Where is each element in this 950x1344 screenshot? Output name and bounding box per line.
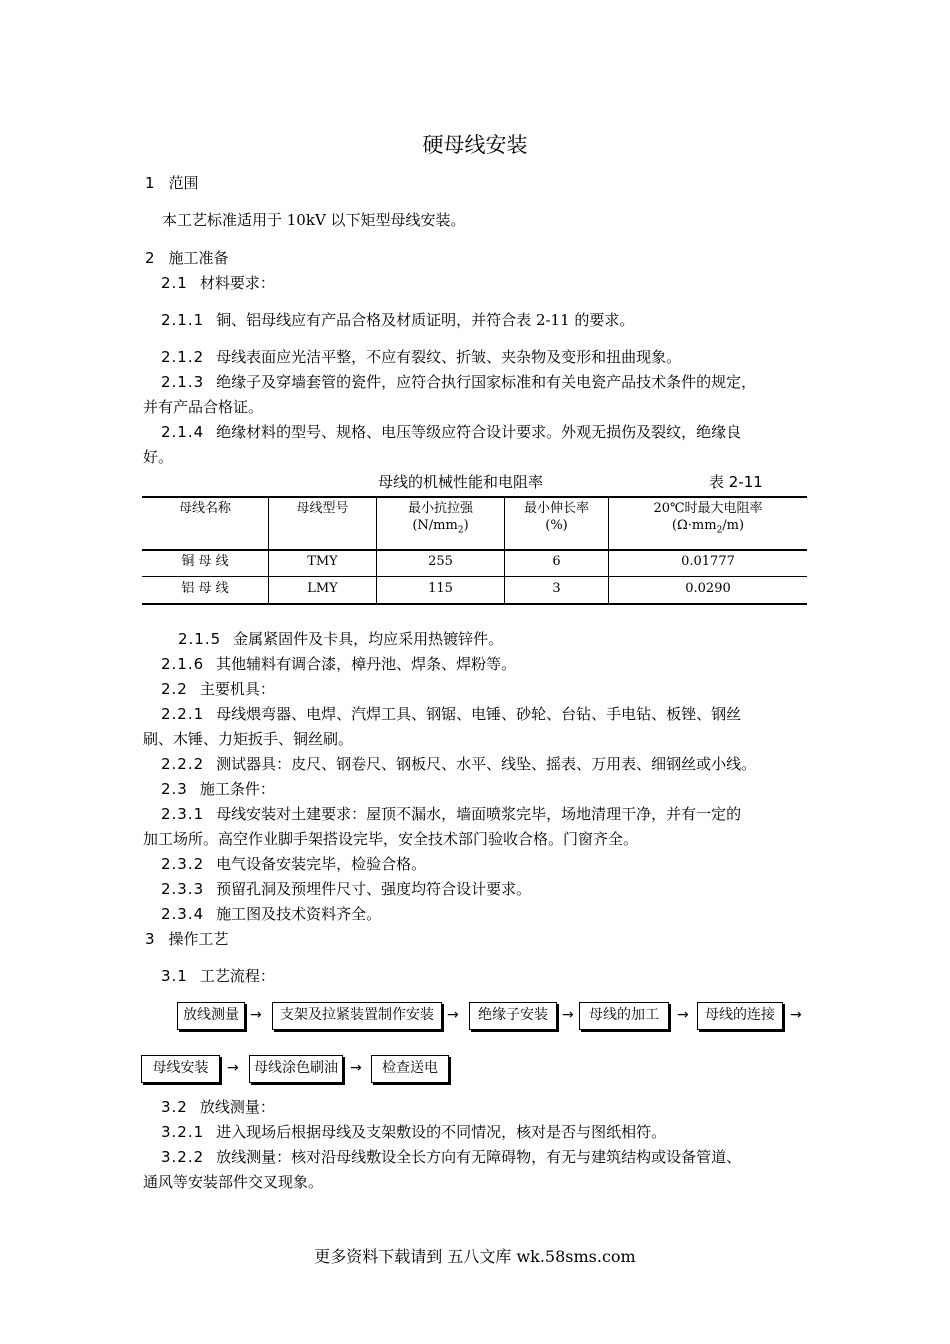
clause-text: 绝缘材料的型号、规格、电压等级应符合设计要求。外观无损伤及裂纹，绝缘良: [216, 423, 742, 441]
clause-2-2-2: [161, 754, 756, 774]
section-number: 3: [145, 930, 155, 948]
table-header-rule: [142, 549, 807, 551]
clause-number: 2.3.1: [161, 805, 205, 823]
clause-2-3-2: [161, 854, 426, 874]
section-3-heading: [145, 929, 229, 949]
table-header-cell: 母线型号: [296, 501, 349, 516]
table-header-cell: 母线名称: [178, 501, 231, 516]
clause-number: 2.2.1: [161, 705, 205, 723]
table-bottom-rule: [142, 603, 807, 605]
table-top-rule: [142, 496, 807, 498]
clause-3-2-2-cont: 通风等安装部件交叉现象。: [143, 1173, 324, 1191]
flow-step: 母线涂色刷油: [249, 1055, 343, 1083]
clause-number: 3.2.1: [161, 1123, 205, 1141]
clause-number: 3.1: [161, 967, 188, 985]
paragraph: 本工艺标准适用于 10kV 以下矩型母线安装。: [162, 211, 466, 229]
clause-2-3-1: [161, 804, 741, 824]
section-number: 2: [145, 249, 155, 267]
clause-3-2-2: [161, 1147, 741, 1167]
clause-number: 2.3.2: [161, 855, 205, 873]
flow-step: 绝缘子安装: [469, 1002, 557, 1030]
clause-number: 2.2: [161, 680, 188, 698]
clause-3-2-1: [161, 1122, 666, 1142]
clause-2-1: [161, 273, 275, 293]
flow-step: 母线的加工: [579, 1002, 669, 1030]
clause-2-2-1: [161, 704, 741, 724]
flow-arrow-icon: →: [227, 1060, 239, 1076]
clause-text: 施工条件：: [199, 780, 275, 798]
clause-text: 测试器具：皮尺、钢卷尺、钢板尺、水平、线坠、摇表、万用表、细钢丝或小线。: [216, 755, 757, 773]
table-cell: 铜 母 线: [181, 554, 229, 569]
section-heading-text: 操作工艺: [168, 930, 229, 948]
table-cell: 铝 母 线: [181, 581, 229, 596]
table-cell: 255: [428, 554, 453, 569]
clause-2-2: [161, 679, 275, 699]
clause-text: 绝缘子及穿墙套管的瓷件，应符合执行国家标准和有关电瓷产品技术条件的规定，: [216, 373, 757, 391]
clause-text: 铜、铝母线应有产品合格及材质证明，并符合表 2-11 的要求。: [216, 311, 635, 329]
clause-text: 其他辅料有调合漆，樟丹池、焊条、焊粉等。: [216, 655, 517, 673]
clause-number: 2.1: [161, 274, 188, 292]
clause-3-1: [161, 966, 275, 986]
section-heading-text: 范围: [168, 174, 199, 192]
clause-2-1-6: [161, 654, 516, 674]
clause-text: 母线安装对土建要求：屋顶不漏水，墙面喷浆完毕，场地清理干净，并有一定的: [216, 805, 742, 823]
page-title: 硬母线安装: [422, 133, 528, 157]
clause-2-1-4-cont: 好。: [143, 448, 174, 466]
table-caption: 母线的机械性能和电阻率: [378, 473, 544, 491]
table-cell: 3: [552, 581, 561, 596]
flow-arrow-icon: →: [790, 1007, 802, 1023]
table-cell: 0.01777: [681, 554, 735, 569]
clause-2-3: [161, 779, 275, 799]
table-header-cell: 最小抗拉强 $(N/mm_2)$: [407, 501, 473, 536]
clause-text: 材料要求：: [199, 274, 275, 292]
clause-number: 3.2: [161, 1098, 188, 1116]
table-cell: TMY: [307, 554, 338, 569]
clause-2-1-3: [161, 372, 756, 392]
flow-step: 检查送电: [371, 1055, 449, 1083]
clause-2-1-2: [161, 347, 681, 367]
section-number: 1: [145, 174, 155, 192]
clause-text: 施工图及技术资料齐全。: [216, 905, 382, 923]
table-row-rule: [142, 576, 807, 577]
clause-number: 2.1.2: [161, 348, 205, 366]
clause-2-3-1-cont: 加工场所。高空作业脚手架搭设完毕，安全技术部门验收合格。门窗齐全。: [143, 830, 639, 848]
section-heading-text: 施工准备: [168, 249, 229, 267]
flow-step: 支架及拉紧装置制作安装: [272, 1002, 442, 1030]
clause-text: 工艺流程：: [199, 967, 275, 985]
section-2-heading: [145, 248, 229, 268]
clause-number: 2.3.4: [161, 905, 205, 923]
clause-text: 母线表面应光洁平整，不应有裂纹、折皱、夹杂物及变形和扭曲现象。: [216, 348, 682, 366]
clause-number: 3.2.2: [161, 1148, 205, 1166]
clause-number: 2.1.4: [161, 423, 205, 441]
clause-text: 金属紧固件及卡具，均应采用热镀锌件。: [233, 630, 504, 648]
footer-link[interactable]: 更多资料下载请到 五八文库 wk.58sms.com: [314, 1247, 636, 1266]
flow-arrow-icon: →: [350, 1060, 362, 1076]
clause-number: 2.1.6: [161, 655, 205, 673]
clause-number: 2.1.3: [161, 373, 205, 391]
section-1-heading: [145, 173, 199, 193]
table-cell: 115: [428, 581, 453, 596]
flow-arrow-icon: →: [250, 1007, 262, 1023]
clause-number: 2.1.5: [178, 630, 222, 648]
flow-step: 母线的连接: [697, 1002, 783, 1030]
clause-text: 放线测量：: [199, 1098, 275, 1116]
table-cell: 6: [552, 554, 561, 569]
clause-text: 进入现场后根据母线及支架敷设的不同情况，核对是否与图纸相符。: [216, 1123, 667, 1141]
clause-text: 电气设备安装完毕，检验合格。: [216, 855, 427, 873]
table-header-cell: 最小伸长率 (%): [523, 501, 589, 533]
table-label: 表 2-11: [709, 473, 763, 491]
table-cell: LMY: [307, 581, 338, 596]
table-header-cell: 20℃时最大电阻率 $(\Omega\cdot mm_2/m)$: [653, 501, 763, 536]
table-cell: 0.0290: [685, 581, 731, 596]
clause-text: 母线煨弯器、电焊、汽焊工具、钢锯、电锤、砂轮、台钻、手电钻、板锉、钢丝: [216, 705, 742, 723]
clause-number: 2.3.3: [161, 880, 205, 898]
clause-2-1-3-cont: 并有产品合格证。: [143, 398, 264, 416]
clause-2-3-4: [161, 904, 381, 924]
clause-2-1-5: [178, 629, 503, 649]
clause-2-2-1-cont: 刷、木锤、力矩扳手、铜丝刷。: [143, 730, 354, 748]
flow-step: 母线安装: [141, 1055, 220, 1083]
flow-arrow-icon: →: [447, 1007, 459, 1023]
flow-arrow-icon: →: [677, 1007, 689, 1023]
clause-2-1-1: [161, 310, 634, 330]
clause-text: 放线测量：核对沿母线敷设全长方向有无障碍物，有无与建筑结构或设备管道、: [216, 1148, 742, 1166]
clause-number: 2.3: [161, 780, 188, 798]
clause-number: 2.2.2: [161, 755, 205, 773]
clause-number: 2.1.1: [161, 311, 205, 329]
flow-step: 放线测量: [177, 1002, 245, 1030]
clause-2-1-4: [161, 422, 741, 442]
clause-2-3-3: [161, 879, 531, 899]
clause-3-2: [161, 1097, 275, 1117]
clause-text: 主要机具：: [199, 680, 275, 698]
flow-arrow-icon: →: [562, 1007, 574, 1023]
clause-text: 预留孔洞及预埋件尺寸、强度均符合设计要求。: [216, 880, 532, 898]
